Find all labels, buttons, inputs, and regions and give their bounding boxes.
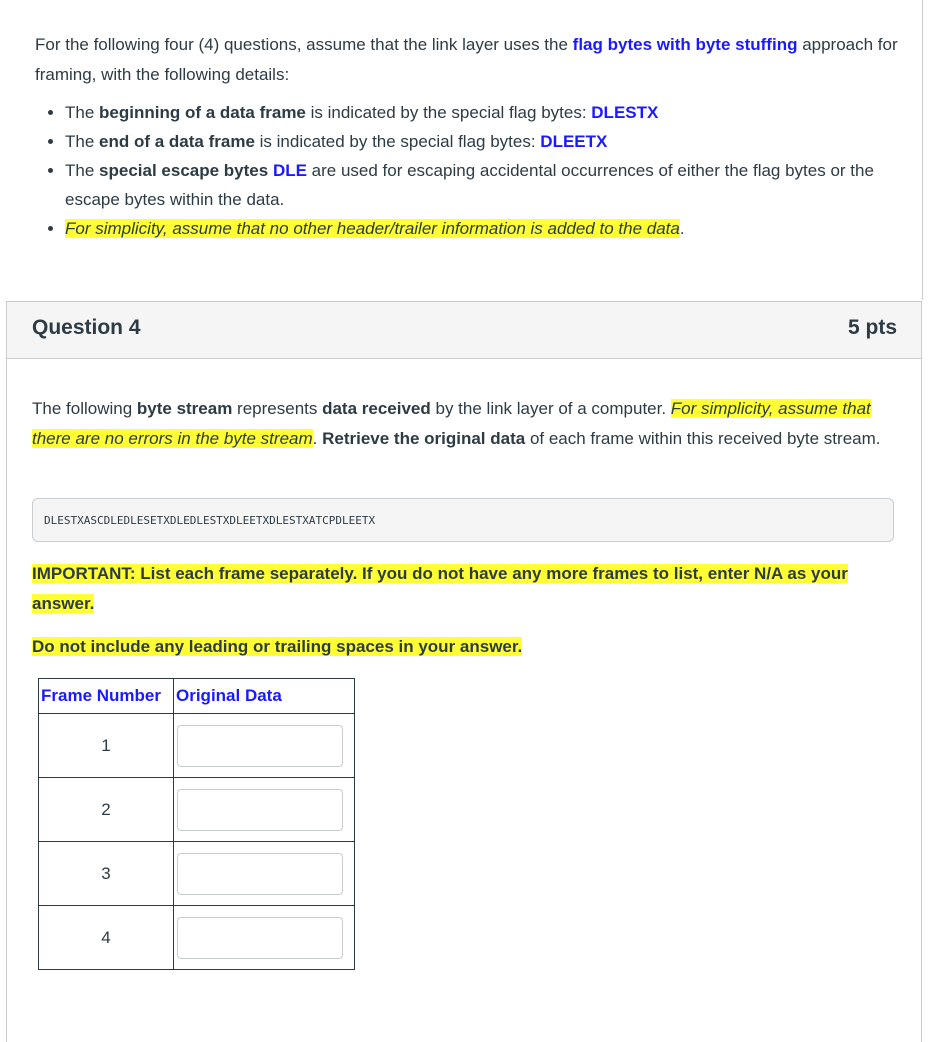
table-row (39, 842, 355, 906)
scroll-divider (922, 0, 923, 300)
frame-number: 4 (39, 906, 174, 970)
list-item: • The end of a data frame is indicated by the special flag bytes: DLEETX (65, 127, 905, 156)
important-note: IMPORTANT: List each frame separately. If you do not have any more frames to list, enter N/A as your answer. (32, 564, 848, 613)
question-header (7, 302, 921, 359)
instructions-paragraph: For the following four (4) questions, assume that the link layer uses the flag bytes with byte stuffing approach for framing, with the following details: (35, 35, 898, 84)
instructions-list (35, 98, 905, 243)
list-item: • For simplicity, assume that no other header/trailer information is added to the data. (65, 214, 905, 243)
question-card (6, 301, 922, 1042)
frame-number: 3 (39, 842, 174, 906)
answer-input-frame-2[interactable] (177, 789, 343, 831)
answer-input-frame-4[interactable] (177, 917, 343, 959)
table-row (39, 778, 355, 842)
question-title: Question 4 (32, 316, 141, 339)
frame-number: 2 (39, 778, 174, 842)
column-header-frame-number: Frame Number (39, 679, 174, 714)
answer-input-frame-1[interactable] (177, 725, 343, 767)
answer-input-frame-3[interactable] (177, 853, 343, 895)
byte-stream-code: DLESTXASCDLEDLESETXDLEDLESTXDLEETXDLESTXATCPDLEETX (32, 498, 894, 542)
question-points: 5 pts (847, 316, 897, 339)
list-item: • The beginning of a data frame is indicated by the special flag bytes: DLESTX (65, 98, 905, 127)
question-text: The following byte stream represents data received by the link layer of a computer. For simplicity, assume that there are no errors in the byte stream. Retrieve the original data of each frame within this received byte stream. (32, 399, 881, 448)
instructions-block (35, 30, 905, 243)
table-row (39, 714, 355, 778)
no-spaces-note: Do not include any leading or trailing spaces in your answer. (32, 637, 523, 656)
table-row (39, 906, 355, 970)
list-item: • The special escape bytes DLE are used for escaping accidental occurrences of either the flag bytes or the escape bytes within the data. (65, 156, 905, 214)
answer-table (38, 678, 355, 970)
table-header-row (39, 679, 355, 714)
frame-number: 1 (39, 714, 174, 778)
column-header-original-data: Original Data (174, 679, 355, 714)
